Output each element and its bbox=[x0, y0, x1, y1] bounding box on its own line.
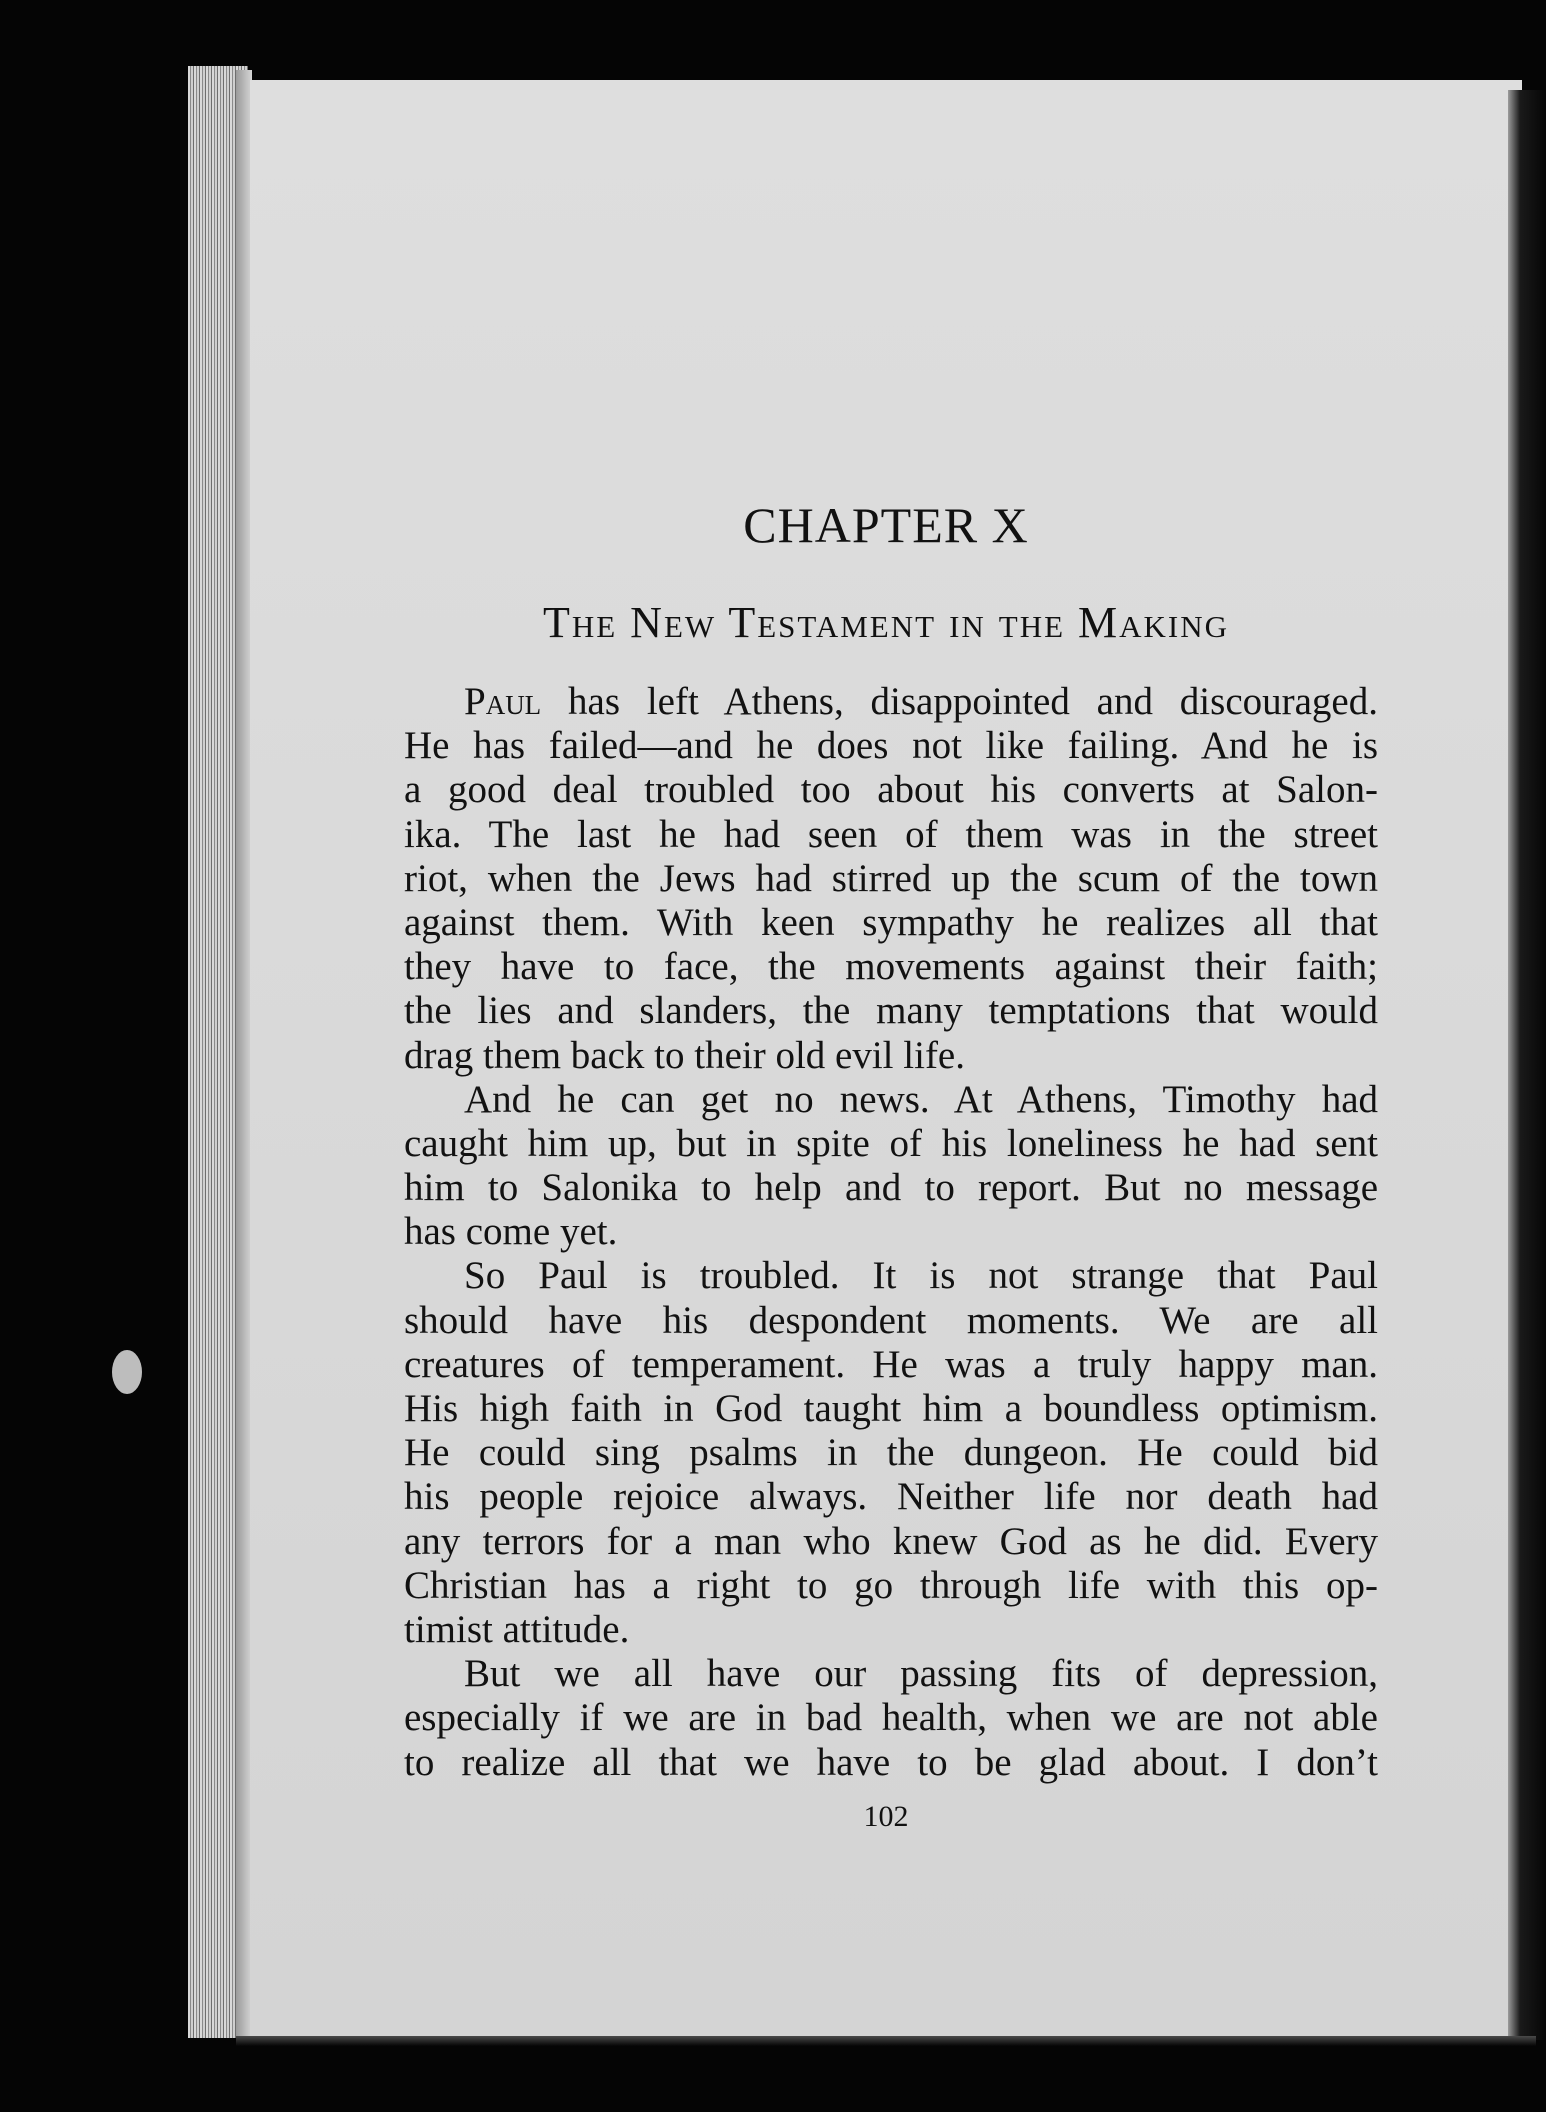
chapter-heading: CHAPTER X bbox=[743, 497, 1029, 553]
text-line: caught him up, but in spite of his loneliness he had sent bbox=[404, 1121, 1378, 1165]
text-line: creatures of temperament. He was a truly happy man. bbox=[404, 1342, 1378, 1386]
text-line: But we all have our passing fits of depression, bbox=[464, 1652, 1378, 1696]
text-line: Christian has a right to go through life with this op- bbox=[404, 1563, 1378, 1607]
text-line: riot, when the Jews had stirred up the scum of the town bbox=[404, 856, 1378, 900]
text-line: should have his despondent moments. We are all bbox=[404, 1298, 1378, 1342]
text-line: against them. With keen sympathy he realizes all that bbox=[404, 900, 1378, 944]
text-line: So Paul is troubled. It is not strange that Paul bbox=[464, 1254, 1378, 1298]
text-line: He could sing psalms in the dungeon. He could bid bbox=[404, 1431, 1378, 1475]
paragraph-3 bbox=[404, 1254, 1378, 1652]
text-line: timist attitude. bbox=[404, 1607, 630, 1651]
text-line: a good deal troubled too about his converts at Salon- bbox=[404, 768, 1378, 812]
paper-speck bbox=[112, 1350, 142, 1394]
paragraph-1 bbox=[404, 680, 1378, 1078]
text-line: His high faith in God taught him a boundless optimism. bbox=[404, 1387, 1378, 1430]
text-line: Paul has left Athens, disappointed and discouraged. bbox=[464, 680, 1378, 723]
text-line: they have to face, the movements against their faith; bbox=[404, 945, 1378, 989]
paragraph-lead-word: Paul bbox=[464, 680, 542, 723]
paragraph-4 bbox=[404, 1652, 1378, 1785]
text-line: drag them back to their old evil life. bbox=[404, 1033, 965, 1077]
text-line: any terrors for a man who knew God as he did. Every bbox=[404, 1519, 1378, 1563]
text-line: has come yet. bbox=[404, 1210, 618, 1254]
bottom-page-shadow bbox=[236, 2036, 1536, 2046]
text-line: his people rejoice always. Neither life nor death had bbox=[404, 1475, 1378, 1519]
text-line: ika. The last he had seen of them was in the street bbox=[404, 812, 1378, 856]
chapter-title: The New Testament in the Making bbox=[542, 598, 1230, 647]
text-line: him to Salonika to help and to report. But no message bbox=[404, 1166, 1378, 1210]
paragraph-2 bbox=[404, 1078, 1378, 1255]
text-line: the lies and slanders, the many temptations that would bbox=[404, 989, 1378, 1033]
text-line: He has failed—and he does not like failing. And he is bbox=[404, 724, 1378, 768]
right-page-edge bbox=[1508, 90, 1546, 2040]
text-line: especially if we are in bad health, when we are not able bbox=[404, 1696, 1378, 1740]
text-line: And he can get no news. At Athens, Timothy had bbox=[464, 1077, 1378, 1121]
body-text bbox=[404, 680, 1378, 1785]
text-line: to realize all that we have to be glad about. I don’t bbox=[404, 1740, 1378, 1784]
page-number: 102 bbox=[863, 1800, 909, 1833]
